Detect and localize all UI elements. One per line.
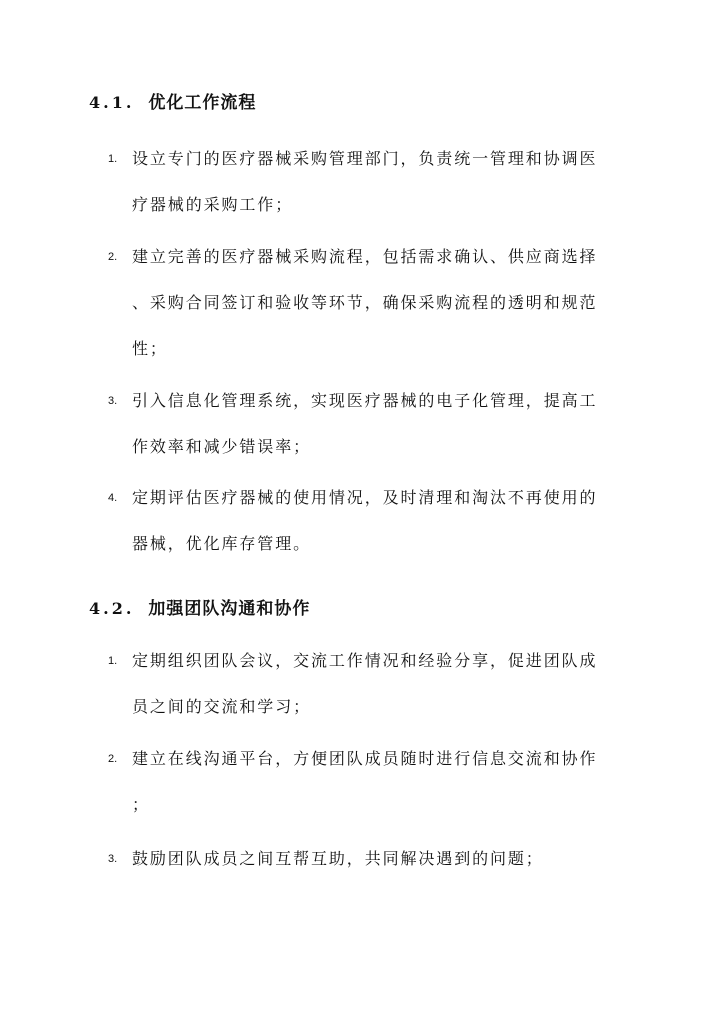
- section-number: 4.2.: [89, 599, 135, 618]
- list-marker: 2.: [108, 251, 118, 263]
- text-line: 疗器械的采购工作；: [132, 195, 294, 214]
- list-marker: 1.: [108, 655, 118, 667]
- list-item: [108, 475, 633, 567]
- list-item-text: [132, 736, 633, 828]
- text-line: 鼓励团队成员之间互帮互助，共同解决遇到的问题；: [132, 849, 544, 868]
- section-heading: [89, 88, 256, 113]
- text-line: 设立专门的医疗器械采购管理部门，负责统一管理和协调医: [132, 149, 598, 168]
- list-item-text: [132, 136, 633, 228]
- section-number: 4.1.: [89, 93, 135, 112]
- section-title: 加强团队沟通和协作: [148, 599, 311, 619]
- list-item-text: [132, 836, 633, 882]
- list-item-text: [132, 475, 633, 567]
- text-line: 定期组织团队会议，交流工作情况和经验分享，促进团队成: [132, 651, 598, 670]
- list-item: [108, 836, 633, 882]
- section-heading: [89, 594, 310, 619]
- list-item: [108, 234, 633, 372]
- text-line: 引入信息化管理系统，实现医疗器械的电子化管理，提高工: [132, 391, 598, 410]
- list-item: [108, 638, 633, 730]
- list-marker: 4.: [108, 492, 118, 504]
- text-line: 性；: [132, 339, 168, 358]
- list-item: [108, 378, 633, 470]
- section-title: 优化工作流程: [148, 93, 257, 113]
- list-marker: 1.: [108, 153, 118, 165]
- list-marker: 3.: [108, 395, 118, 407]
- text-line: 建立在线沟通平台，方便团队成员随时进行信息交流和协作: [132, 749, 598, 768]
- text-line: ；: [132, 795, 150, 814]
- text-line: 、采购合同签订和验收等环节，确保采购流程的透明和规范: [132, 293, 598, 312]
- text-line: 员之间的交流和学习；: [132, 697, 312, 716]
- list-item-text: [132, 234, 633, 372]
- list-item: [108, 136, 633, 228]
- text-line: 作效率和减少错误率；: [132, 437, 312, 456]
- text-line: 器械，优化库存管理。: [132, 534, 312, 553]
- text-line: 定期评估医疗器械的使用情况，及时清理和淘汰不再使用的: [132, 488, 598, 507]
- list-marker: 3.: [108, 853, 118, 865]
- list-item: [108, 736, 633, 828]
- text-line: 建立完善的医疗器械采购流程，包括需求确认、供应商选择: [132, 247, 598, 266]
- list-item-text: [132, 638, 633, 730]
- list-item-text: [132, 378, 633, 470]
- list-marker: 2.: [108, 753, 118, 765]
